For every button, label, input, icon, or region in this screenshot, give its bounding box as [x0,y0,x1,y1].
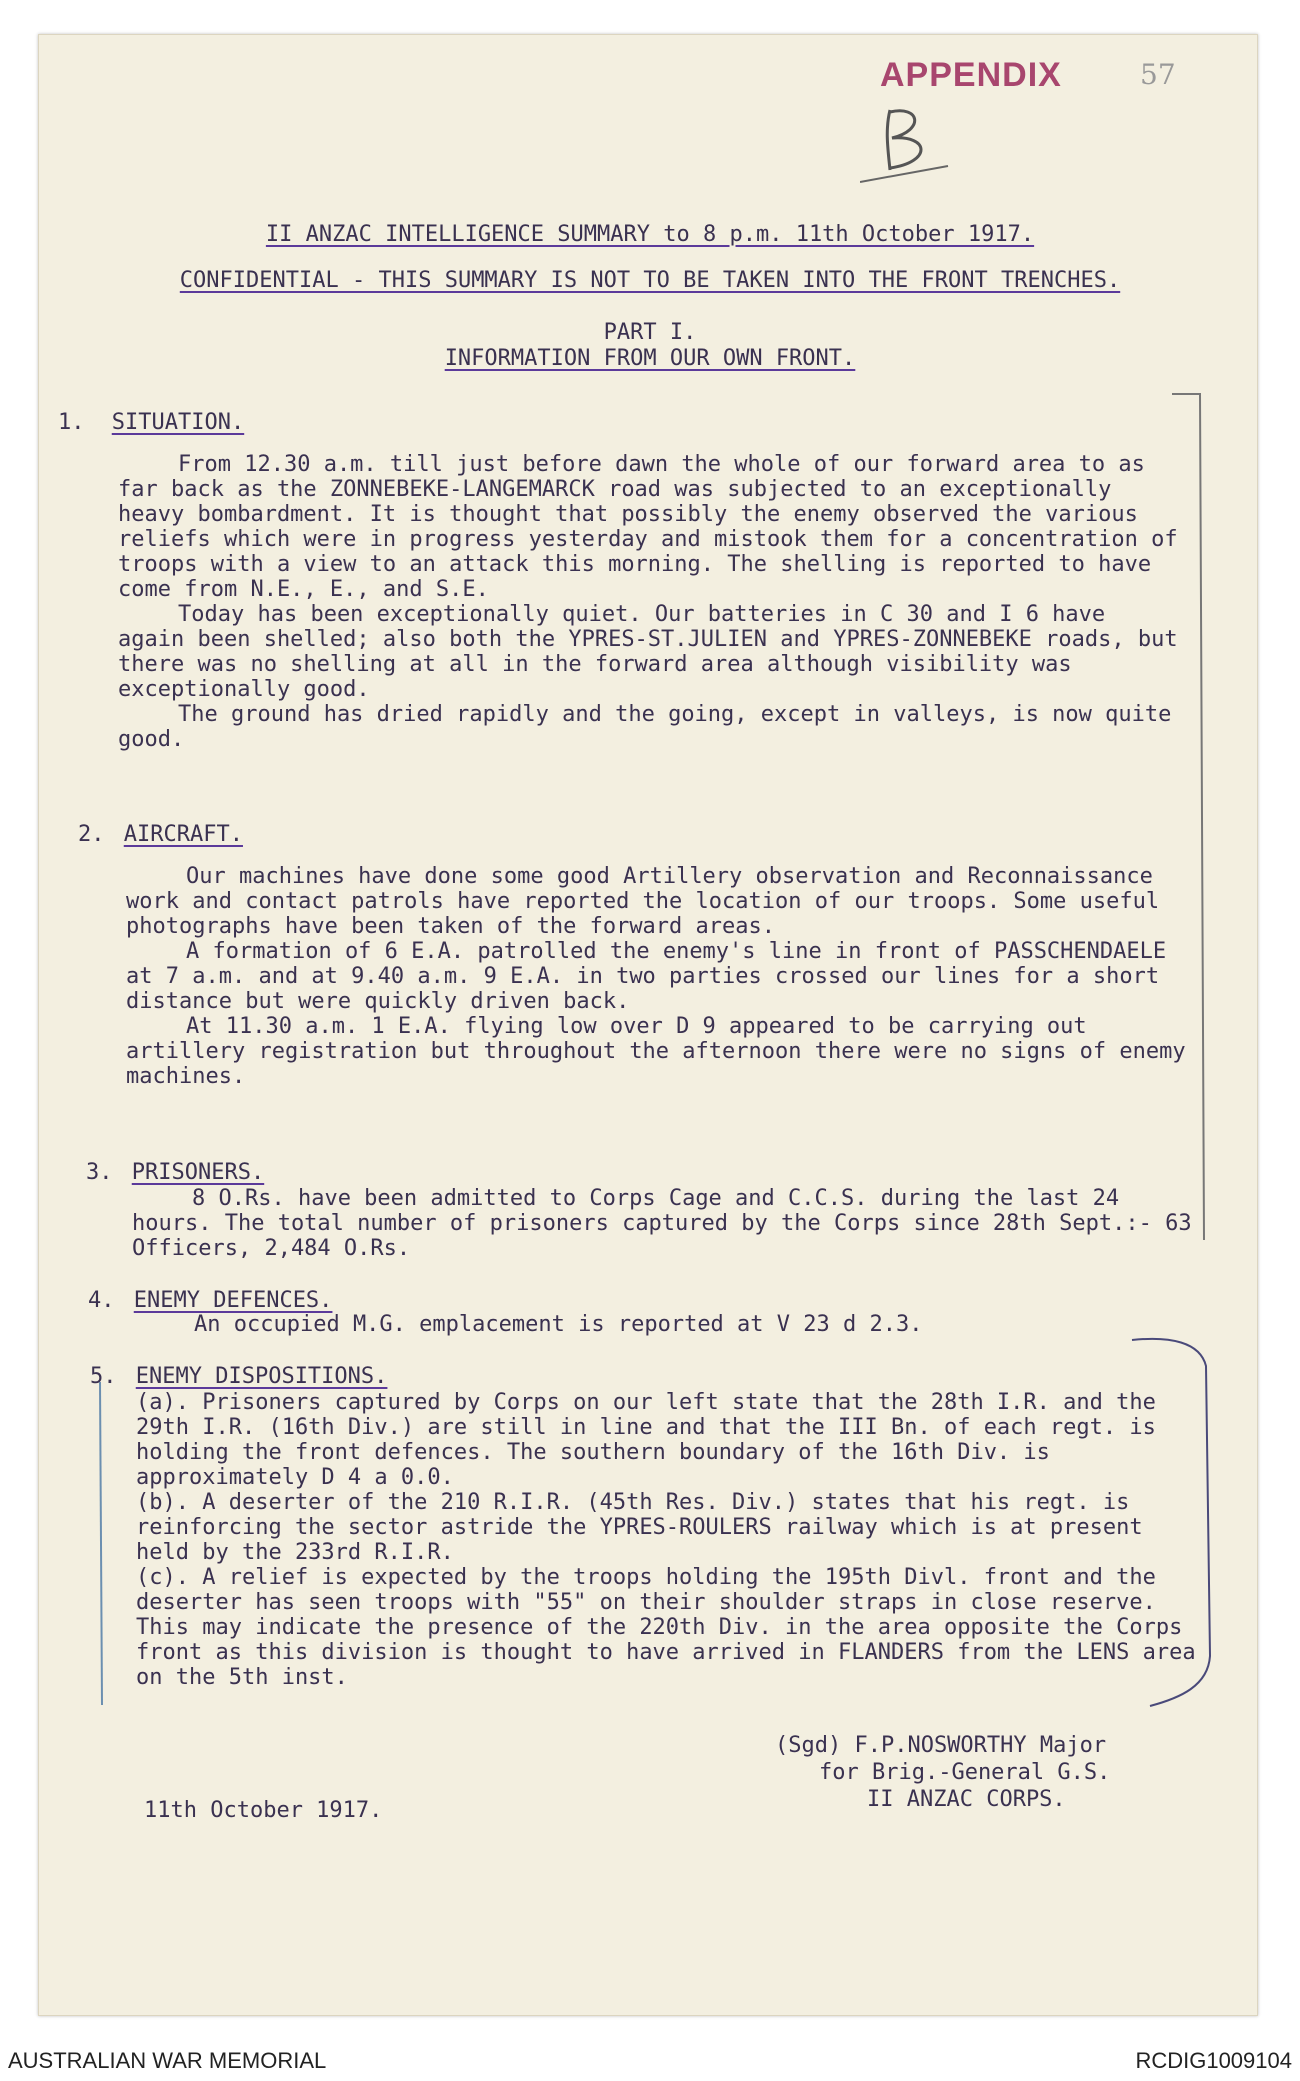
section-2-body [126,864,1186,1089]
section-number: 4. [88,1288,115,1313]
footer-record-id: RCDIG1009104 [1135,2048,1292,2073]
section-5-heading [90,1364,387,1389]
section-title: ENEMY DISPOSITIONS. [135,1364,388,1389]
section-number: 1. [58,410,85,435]
signature-line-1: (Sgd) F.P.NOSWORTHY Major [775,1733,1107,1758]
section-number: 5. [90,1364,117,1389]
section-title: ENEMY DEFENCES. [133,1288,333,1313]
margin-bracket-ink [1130,1336,1220,1716]
document-title: II ANZAC INTELLIGENCE SUMMARY to 8 p.m. 11th October 1917. [265,222,1035,247]
part-heading: PART I. [603,320,697,345]
section-title: PRISONERS. [131,1160,265,1185]
signature-line-2: for Brig.-General G.S. [819,1760,1111,1785]
confidential-notice: CONFIDENTIAL - THIS SUMMARY IS NOT TO BE TAKEN INTO THE FRONT TRENCHES. [179,268,1121,293]
section-1-body [118,452,1178,752]
paragraph: 8 O.Rs. have been admitted to Corps Cage and C.C.S. during the last 24 hours. The total number of prisoners captured by the Corps since 28th Sept.:- 63 Officers, 2,484 O.Rs. [132,1186,1192,1261]
handwritten-b-mark [860,100,950,190]
paragraph: (c). A relief is expected by the troops holding the 195th Divl. front and the deserter has seen troops with "55" on their shoulder straps in close reserve. This may indicate the presence of the 220th Div. in the area opposite the Corps front as this division is thought to have arrived in FLANDERS from the LENS area on the 5th inst. [136,1565,1196,1690]
section-3-body [132,1186,1192,1261]
section-title: AIRCRAFT. [123,822,243,847]
margin-line-left [96,1380,106,1710]
signature-line-3: II ANZAC CORPS. [867,1787,1066,1812]
page-number: 57 [1140,58,1176,91]
footer-archive-name: AUSTRALIAN WAR MEMORIAL [8,2048,327,2073]
document-date: 11th October 1917. [144,1798,383,1823]
section-4-heading [88,1288,332,1313]
paragraph: The ground has dried rapidly and the going, except in valleys, is now quite good. [118,702,1172,752]
paragraph: From 12.30 a.m. till just before dawn the whole of our forward area to as far back as the ZONNEBEKE-LANGEMARCK road was subjected to an exceptionally heavy bombardment. It is thought that possibly the enemy observed the various reliefs which were in progress yesterday and mistook them for a concentration of troops with a view to an attack this morning. The shelling is reported to have come from N.E., E., and S.E. [118,452,1178,602]
paragraph: At 11.30 a.m. 1 E.A. flying low over D 9 appeared to be carrying out artillery registration but throughout the afternoon there were no signs of enemy machines. [126,1014,1186,1089]
paragraph: A formation of 6 E.A. patrolled the enemy's line in front of PASSCHENDAELE at 7 a.m. and at 9.40 a.m. 9 E.A. in two parties crossed our lines for a short distance but were quickly driven back. [126,939,1167,1014]
paragraph: An occupied M.G. emplacement is reported at V 23 d 2.3. [194,1312,923,1337]
appendix-stamp: APPENDIX [880,56,1062,94]
signature-block [775,1732,1110,1813]
paragraph: (a). Prisoners captured by Corps on our left state that the 28th I.R. and the 29th I.R. (16th Div.) are still in line and that the III Bn. of each regt. is holding the front defences. The southern boundary of the 16th Div. is approximately D 4 a 0.0. [136,1390,1156,1490]
section-1-heading [58,410,244,435]
paragraph: Today has been exceptionally quiet. Our batteries in C 30 and I 6 have again been shelled; also both the YPRES-ST.JULIEN and YPRES-ZONNEBEKE roads, but there was no shelling at all in the forward area although visibility was exceptionally good. [118,602,1178,702]
section-4-body [134,1312,1194,1337]
section-number: 3. [86,1160,113,1185]
section-3-heading [86,1160,264,1185]
section-title: SITUATION. [111,410,245,435]
section-number: 2. [78,822,105,847]
paragraph: Our machines have done some good Artillery observation and Reconnaissance work and contact patrols have reported the location of our troops. Some useful photographs have been taken of the forward areas. [126,864,1160,939]
paragraph: (b). A deserter of the 210 R.I.R. (45th Res. Div.) states that his regt. is reinforcing the sector astride the YPRES-ROULERS railway which is at present held by the 233rd R.I.R. [136,1490,1143,1565]
section-2-heading [78,822,243,847]
section-5-body [136,1390,1196,1690]
margin-bracket-pencil [1170,390,1210,1250]
part-subtitle: INFORMATION FROM OUR OWN FRONT. [444,346,856,371]
